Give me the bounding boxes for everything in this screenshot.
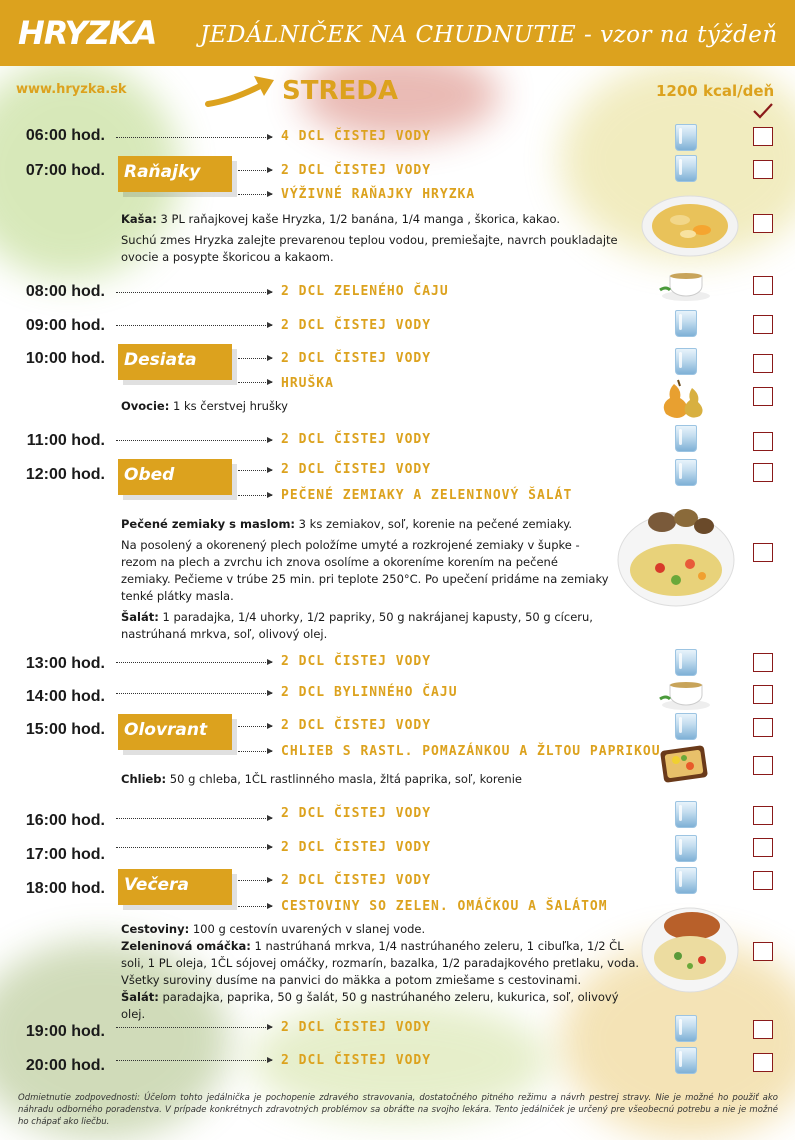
water-glass-icon — [675, 1015, 697, 1042]
time-2000: 20:00 hod. — [25, 1057, 105, 1074]
item-0800: 2 DCL ZELENÉHO ČAJU — [281, 284, 449, 299]
checkbox-1900[interactable] — [753, 1020, 773, 1039]
dotted-arrow — [238, 170, 272, 171]
meal-lunch — [118, 459, 232, 495]
time-1600: 16:00 hod. — [25, 812, 105, 829]
dotted-arrow — [116, 693, 272, 694]
dotted-arrow — [116, 847, 272, 848]
dinner-description: Cestoviny: 100 g cestovín uvarených v slanej vode. Zeleninová omáčka: 1 nastrúhaná mrkva, 1/4 nastrúhaného zeleru, 1 cibuľka, 1/2 ČL soli, 1 PL oleja, 1ČL sójovej omáčky, rozmarín, bazalka, 1/2 paradajkového pretlaku, voda. Všetky suroviny dusíme na panvici do mäkka a potom zmiešame s cestovinami. Šalát: paradajka, paprika, 50 g šalát, 50 g nastrúhaného zeleru, kukurica, soľ, olivový olej. — [121, 922, 640, 1021]
time-0600: 06:00 hod. — [25, 127, 105, 144]
dotted-arrow — [238, 751, 272, 752]
water-glass-icon — [675, 835, 697, 862]
checkmark-icon — [752, 102, 774, 120]
meal-label: Desiata — [124, 350, 197, 370]
time-1200: 12:00 hod. — [25, 466, 105, 483]
time-1000: 10:00 hod. — [25, 350, 105, 367]
tea-cup-icon — [656, 675, 712, 711]
time-1700: 17:00 hod. — [25, 846, 105, 863]
item-2000: 2 DCL ČISTEJ VODY — [281, 1053, 432, 1068]
item-1900: 2 DCL ČISTEJ VODY — [281, 1020, 432, 1035]
afternoon-description: Chlieb: 50 g chleba, 1ČL rastlinného masla, žltá paprika, soľ, korenie — [121, 772, 522, 786]
checkbox-chlieb[interactable] — [753, 756, 773, 775]
meal-label: Olovrant — [124, 720, 208, 740]
potatoes-salad-image — [614, 500, 738, 610]
time-1400: 14:00 hod. — [25, 688, 105, 705]
item-1600: 2 DCL ČISTEJ VODY — [281, 806, 432, 821]
item-1700: 2 DCL ČISTEJ VODY — [281, 840, 432, 855]
item-0600: 4 DCL ČISTEJ VODY — [281, 129, 432, 144]
dotted-arrow — [238, 726, 272, 727]
disclaimer-text: Odmietnutie zodpovednosti: Účelom tohto jedálnička je pochopenie zdravého stravovania, dostatočného pitného režimu a návrh pestrej stravy. Nie je možné ho použiť ako náhradu odborného poradenstva. V prípade konkrétnych zdravotných problémov sa obráťte na svojho lekára. Tento jedálniček je určený pre všeobecnú potrebu a nie je možné ho chápať ako liečbu. — [18, 1093, 778, 1127]
checkbox-1700[interactable] — [753, 838, 773, 857]
water-glass-icon — [675, 310, 697, 337]
item-0700b: VÝŽIVNÉ RAŇAJKY HRYZKA — [281, 187, 476, 202]
water-glass-icon — [675, 124, 697, 151]
checkbox-1800[interactable] — [753, 871, 773, 890]
time-1500: 15:00 hod. — [25, 721, 105, 738]
checkbox-1300[interactable] — [753, 653, 773, 672]
dotted-arrow — [238, 880, 272, 881]
checkbox-1600[interactable] — [753, 806, 773, 825]
water-glass-icon — [675, 649, 697, 676]
meal-dinner — [118, 869, 232, 905]
dotted-arrow — [238, 194, 272, 195]
item-1100: 2 DCL ČISTEJ VODY — [281, 432, 432, 447]
dotted-arrow — [238, 495, 272, 496]
page-title: JEDÁLNIČEK NA CHUDNUTIE - vzor na týždeň — [200, 22, 778, 48]
meal-label: Obed — [124, 465, 175, 485]
checkbox-1500[interactable] — [753, 718, 773, 737]
item-1400: 2 DCL BYLINNÉHO ČAJU — [281, 685, 458, 700]
item-1200b: PEČENÉ ZEMIAKY A ZELENINOVÝ ŠALÁT — [281, 488, 573, 503]
meal-label: Večera — [124, 875, 189, 895]
header-bar — [0, 0, 795, 66]
item-1500: 2 DCL ČISTEJ VODY — [281, 718, 432, 733]
site-url[interactable]: www.hryzka.sk — [16, 82, 127, 97]
time-1100: 11:00 hod. — [26, 432, 105, 449]
time-1800: 18:00 hod. — [25, 880, 105, 897]
dotted-arrow — [116, 137, 272, 138]
snack-description: Ovocie: 1 ks čerstvej hrušky — [121, 399, 288, 413]
kcal-label: 1200 kcal/deň — [656, 82, 775, 100]
item-1800b: CESTOVINY SO ZELEN. OMÁČKOU A ŠALÁTOM — [281, 899, 608, 914]
water-glass-icon — [675, 801, 697, 828]
water-glass-icon — [675, 867, 697, 894]
checkbox-0600[interactable] — [753, 127, 773, 146]
checkbox-1200[interactable] — [753, 463, 773, 482]
water-glass-icon — [675, 425, 697, 452]
pear-image — [656, 378, 710, 420]
checkbox-vecera[interactable] — [753, 942, 773, 961]
water-glass-icon — [675, 348, 697, 375]
item-1000b: HRUŠKA — [281, 376, 334, 391]
curved-arrow-icon — [204, 72, 280, 110]
meal-snack — [118, 344, 232, 380]
meal-label: Raňajky — [124, 162, 201, 182]
meal-afternoon-snack — [118, 714, 232, 750]
breakfast-description: Kaša: 3 PL raňajkovej kaše Hryzka, 1/2 banána, 1/4 manga , škorica, kakao. Suchú zmes Hryzka zalejte prevarenou teplou vodou, premiešajte, navrch poukladajte ovocie a posypte škoricou a kakaom. — [121, 212, 618, 264]
dotted-arrow — [238, 470, 272, 471]
dotted-arrow — [116, 662, 272, 663]
dotted-arrow — [116, 292, 272, 293]
dotted-arrow — [238, 358, 272, 359]
dotted-arrow — [116, 325, 272, 326]
item-1500b: CHLIEB S RASTL. POMAZÁNKOU A ŽLTOU PAPRIKOU — [281, 744, 661, 759]
dotted-arrow — [116, 1027, 272, 1028]
checkbox-kasa[interactable] — [753, 214, 773, 233]
water-glass-icon — [675, 1047, 697, 1074]
item-0900: 2 DCL ČISTEJ VODY — [281, 318, 432, 333]
dotted-arrow — [238, 906, 272, 907]
checkbox-pear[interactable] — [753, 387, 773, 406]
checkbox-2000[interactable] — [753, 1053, 773, 1072]
meal-breakfast — [118, 156, 232, 192]
dotted-arrow — [116, 818, 272, 819]
checkbox-0800[interactable] — [753, 276, 773, 295]
brand-logo: HRYZKA — [18, 14, 157, 52]
water-glass-icon — [675, 155, 697, 182]
checkbox-1100[interactable] — [753, 432, 773, 451]
checkbox-0900[interactable] — [753, 315, 773, 334]
bread-image — [656, 744, 712, 784]
time-1900: 19:00 hod. — [25, 1023, 105, 1040]
checkbox-1000[interactable] — [753, 354, 773, 373]
lunch-description: Pečené zemiaky s maslom: 3 ks zemiakov, soľ, korenie na pečené zemiaky. Na posolený a okorenený plech položíme umyté a rozkrojené zemiaky v šupke - rezom na plech a zvrchu ich znova osolíme a okoreníme korením na pečené zemiaky. Pečieme v trúbe 25 min. pri teplote 250°C. Po upečení pridáme na zemiaky tenké plátky masla. Šalát: 1 paradajka, 1/4 uhorky, 1/2 papriky, 50 g nakrájanej kapusty, 50 g cíceru, nastrúhaná mrkva, soľ, olivový olej. — [121, 517, 609, 641]
item-1800: 2 DCL ČISTEJ VODY — [281, 873, 432, 888]
checkbox-1400[interactable] — [753, 685, 773, 704]
dotted-arrow — [116, 1060, 272, 1061]
water-glass-icon — [675, 713, 697, 740]
item-1200: 2 DCL ČISTEJ VODY — [281, 462, 432, 477]
time-0900: 09:00 hod. — [25, 317, 105, 334]
checkbox-obed[interactable] — [753, 543, 773, 562]
checkbox-0700[interactable] — [753, 160, 773, 179]
porridge-bowl-image — [640, 190, 740, 260]
dotted-arrow — [116, 440, 272, 441]
item-0700: 2 DCL ČISTEJ VODY — [281, 163, 432, 178]
time-1300: 13:00 hod. — [25, 655, 105, 672]
item-1000: 2 DCL ČISTEJ VODY — [281, 351, 432, 366]
time-0800: 08:00 hod. — [25, 283, 105, 300]
item-1300: 2 DCL ČISTEJ VODY — [281, 654, 432, 669]
pasta-plate-image — [640, 900, 740, 996]
day-title: STREDA — [282, 76, 398, 106]
time-0700: 07:00 hod. — [25, 162, 105, 179]
water-glass-icon — [675, 459, 697, 486]
dotted-arrow — [238, 382, 272, 383]
tea-cup-icon — [656, 266, 712, 302]
